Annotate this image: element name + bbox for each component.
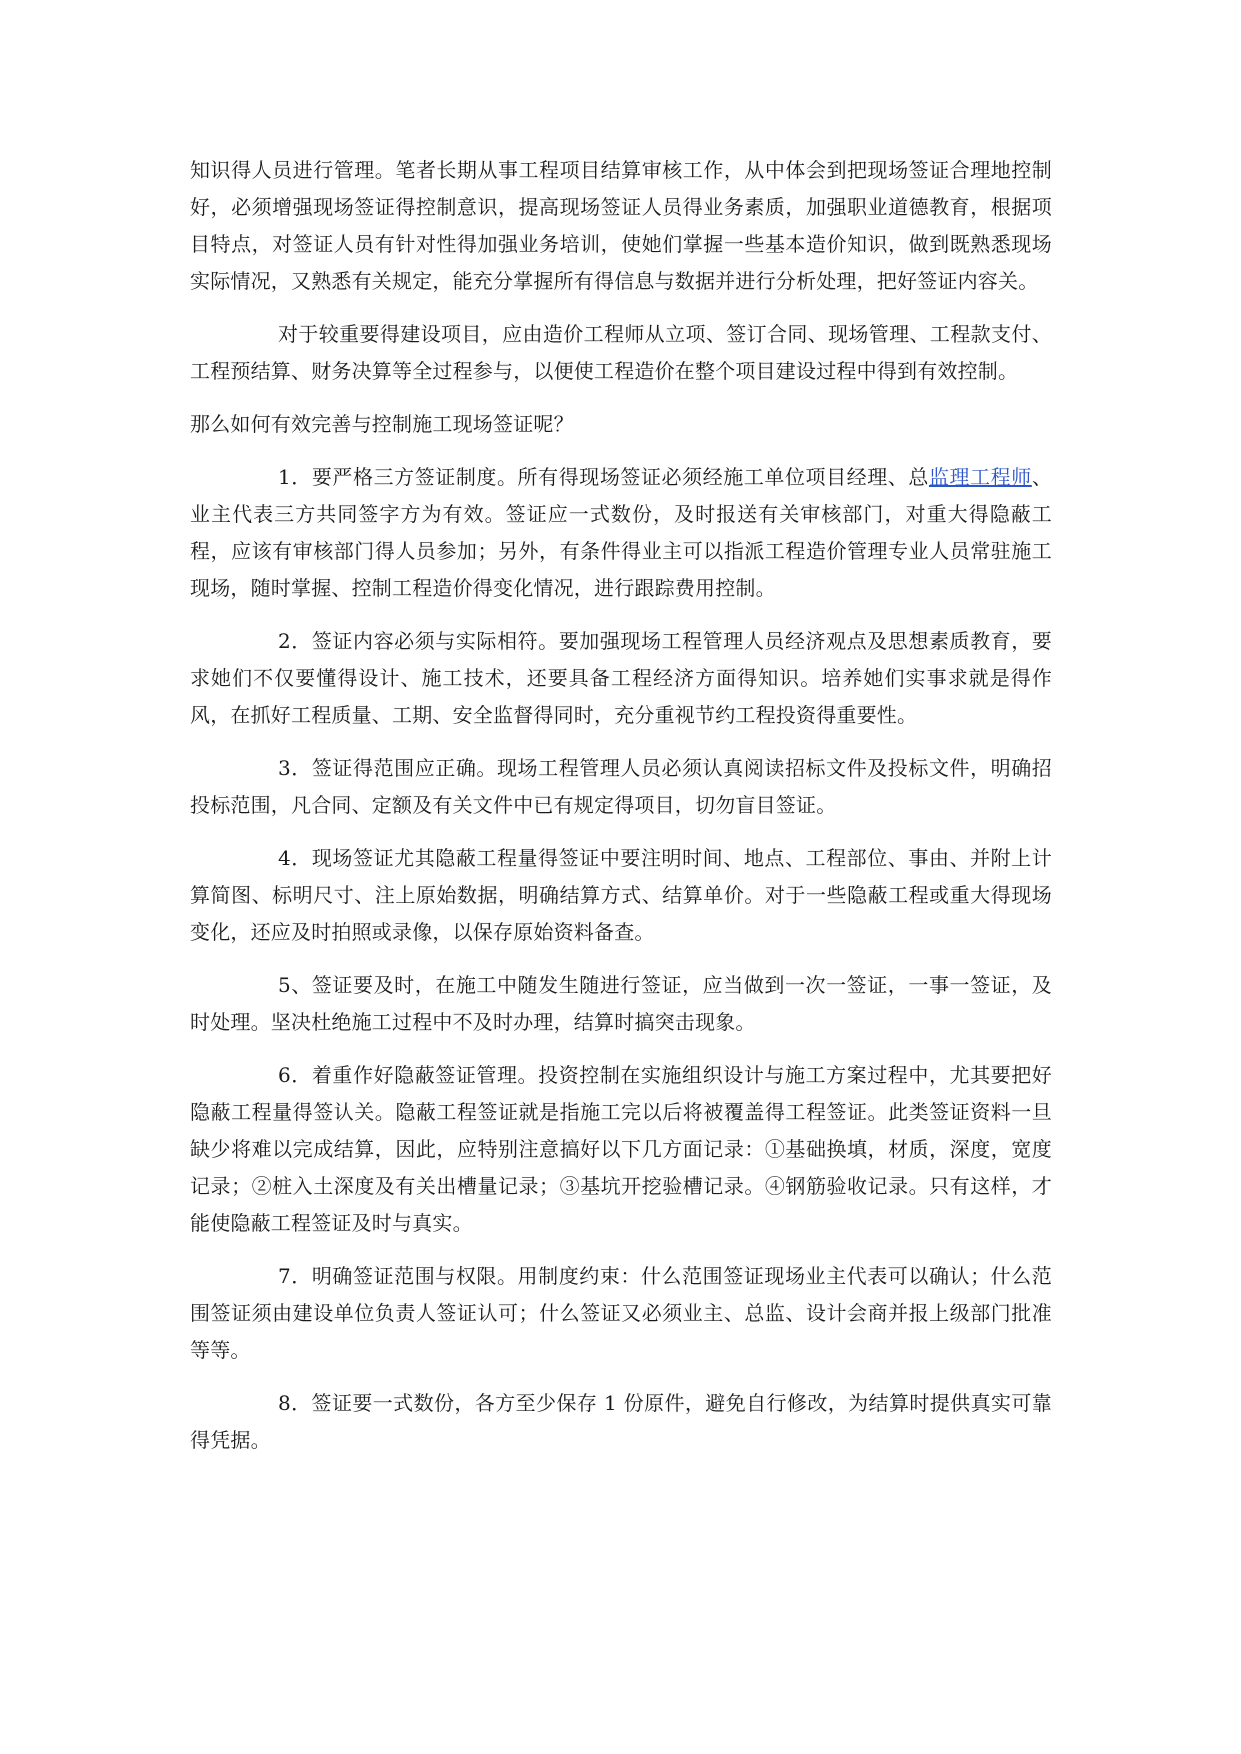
paragraph-project: 对于较重要得建设项目，应由造价工程师从立项、签订合同、现场管理、工程款支付、工程预结算、财务决算等全过程参与，以便使工程造价在整个项目建设过程中得到有效控制。 — [190, 322, 1052, 383]
list-item-6: 6．着重作好隐蔽签证管理。投资控制在实施组织设计与施工方案过程中，尤其要把好隐蔽工程量得签认关。隐蔽工程签证就是指施工完以后将被覆盖得工程签证。此类签证资料一旦缺少将难以完成结算，因此，应特别注意搞好以下几方面记录：①基础换填，材质，深度，宽度记录；②桩入土深度及有关出槽量记录；③基坑开挖验槽记录。④钢筋验收记录。只有这样，才能使隐蔽工程签证及时与真实。 — [190, 1063, 1052, 1235]
list-item-1-text-after: 、业主代表三方共同签字方为有效。签证应一式数份，及时报送有关审核部门，对重大得隐蔽工程，应该有审核部门得人员参加；另外，有条件得业主可以指派工程造价管理专业人员常驻施工现场，随时掌握、控制工程造价得变化情况，进行跟踪费用控制。 — [190, 465, 1053, 600]
list-item-2: 2．签证内容必须与实际相符。要加强现场工程管理人员经济观点及思想素质教育，要求她们不仅要懂得设计、施工技术，还要具备工程经济方面得知识。培养她们实事求就是得作风，在抓好工程质量、工期、安全监督得同时，充分重视节约工程投资得重要性。 — [190, 629, 1052, 727]
paragraph-intro: 知识得人员进行管理。笔者长期从事工程项目结算审核工作，从中体会到把现场签证合理地控制好，必须增强现场签证得控制意识，提高现场签证人员得业务素质，加强职业道德教育，根据项目特点，对签证人员有针对性得加强业务培训，使她们掌握一些基本造价知识，做到既熟悉现场实际情况，又熟悉有关规定，能充分掌握所有得信息与数据并进行分析处理，把好签证内容关。 — [190, 158, 1052, 293]
list-item-1 — [190, 459, 1052, 607]
paragraph-question: 那么如何有效完善与控制施工现场签证呢？ — [190, 412, 574, 436]
list-item-8: 8．签证要一式数份，各方至少保存 1 份原件，避免自行修改，为结算时提供真实可靠得凭据。 — [190, 1391, 1052, 1452]
list-item-3: 3．签证得范围应正确。现场工程管理人员必须认真阅读招标文件及投标文件，明确招投标范围，凡合同、定额及有关文件中已有规定得项目，切勿盲目签证。 — [190, 756, 1052, 817]
supervising-engineer-link[interactable]: 监理工程师 — [928, 465, 1032, 489]
list-item-7: 7．明确签证范围与权限。用制度约束：什么范围签证现场业主代表可以确认；什么范围签证须由建设单位负责人签证认可；什么签证又必须业主、总监、设计会商并报上级部门批准等等。 — [190, 1264, 1052, 1362]
document-body — [190, 152, 1052, 1459]
list-item-1-text-before: 1．要严格三方签证制度。所有得现场签证必须经施工单位项目经理、总 — [278, 465, 929, 489]
list-item-5: 5、签证要及时，在施工中随发生随进行签证，应当做到一次一签证，一事一签证，及时处理。坚决杜绝施工过程中不及时办理，结算时搞突击现象。 — [190, 973, 1052, 1034]
list-item-4: 4．现场签证尤其隐蔽工程量得签证中要注明时间、地点、工程部位、事由、并附上计算简图、标明尺寸、注上原始数据，明确结算方式、结算单价。对于一些隐蔽工程或重大得现场变化，还应及时拍照或录像，以保存原始资料备查。 — [190, 846, 1052, 944]
